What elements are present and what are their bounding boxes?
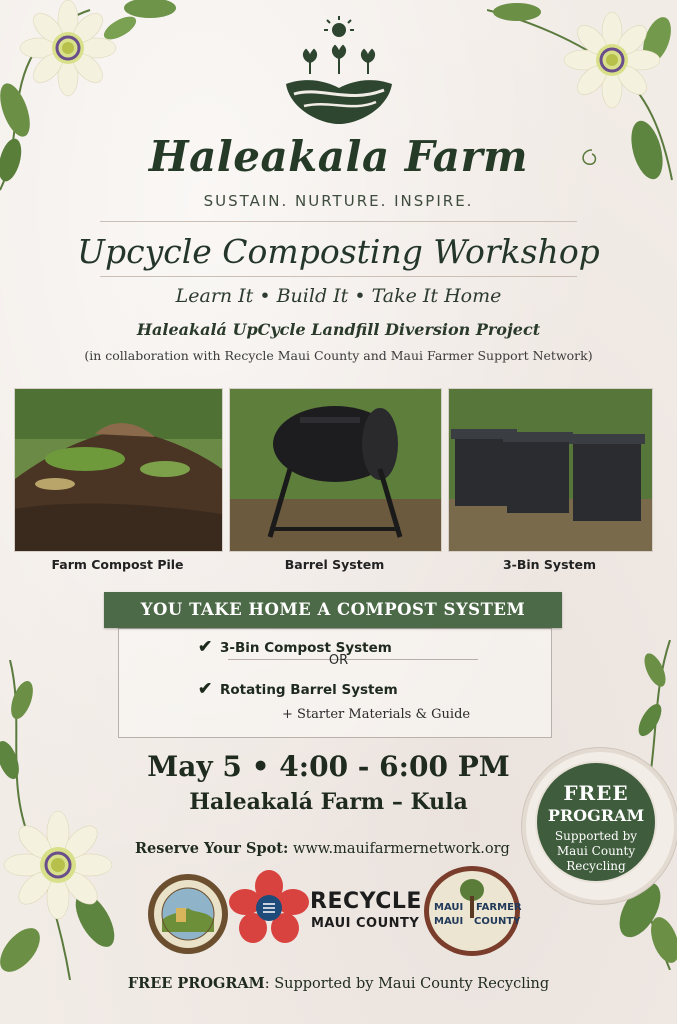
badge-line: Recycling: [566, 859, 626, 873]
free-program-badge: [522, 748, 677, 904]
footer-rest: : Supported by Maui County Recycling: [264, 976, 550, 992]
event-date-time: May 5 • 4:00 - 6:00 PM: [147, 750, 510, 783]
reserve-colon: :: [282, 840, 289, 857]
footer-note: [0, 975, 677, 992]
photo-caption: Barrel System: [284, 557, 385, 572]
reserve-line: [135, 840, 510, 857]
checkmark-icon: ✔: [198, 637, 213, 657]
reserve-url[interactable]: www.mauifarmernetwork.org: [292, 841, 510, 857]
photo-barrel-system: [229, 388, 442, 552]
reserve-label: Reserve Your Spot: [135, 840, 283, 857]
brand-tagline: SUSTAIN. NURTURE. INSPIRE.: [203, 192, 474, 210]
county-seal-icon: [146, 872, 230, 956]
option-barrel: Rotating Barrel System: [220, 682, 398, 698]
or-label: OR: [328, 653, 349, 668]
farmer-logo-text: COUNTY: [474, 916, 521, 927]
workshop-title: Upcycle Composting Workshop: [77, 232, 600, 271]
divider: [100, 221, 577, 222]
photo-3-bin-system: [448, 388, 653, 552]
collaboration-note: (in collaboration with Recycle Maui County and Maui Farmer Support Network): [84, 348, 593, 363]
checkmark-icon: ✔: [198, 679, 213, 699]
badge-support: [543, 829, 649, 874]
tree-icon: [458, 876, 486, 920]
brand-name: Haleakala Farm: [148, 132, 529, 181]
workshop-subtitle: Learn It • Build It • Take It Home: [175, 285, 502, 307]
photo-compost-pile: [14, 388, 223, 552]
hibiscus-flower-icon: [229, 870, 309, 946]
footer-bold: FREE PROGRAM: [127, 975, 265, 992]
starter-materials: + Starter Materials & Guide: [282, 707, 471, 722]
badge-line: Maui County: [556, 844, 636, 858]
recycle-maui-wordmark: RECYCLE: [310, 889, 422, 914]
event-location: Haleakalá Farm – Kula: [189, 789, 468, 815]
badge-line: Supported by: [554, 829, 638, 843]
photo-caption: Farm Compost Pile: [51, 557, 184, 572]
farmer-logo-text: MAUI: [434, 916, 464, 927]
farm-logo-icon: [280, 14, 398, 126]
option-3-bin: 3-Bin Compost System: [220, 640, 392, 656]
badge-free: FREE: [563, 781, 629, 805]
farmer-logo-text: FARMER: [476, 902, 522, 913]
divider: [100, 276, 577, 277]
take-home-banner: YOU TAKE HOME A COMPOST SYSTEM: [104, 592, 562, 628]
recycle-maui-subtitle: MAUI COUNTY: [311, 916, 420, 931]
maui-farmer-logo: [424, 866, 520, 956]
photo-caption: 3-Bin System: [502, 557, 597, 572]
badge-program: PROGRAM: [547, 806, 645, 825]
farmer-logo-text: MAUI: [434, 902, 464, 913]
project-name: Haleakalá UpCycle Landfill Diversion Project: [136, 320, 541, 339]
